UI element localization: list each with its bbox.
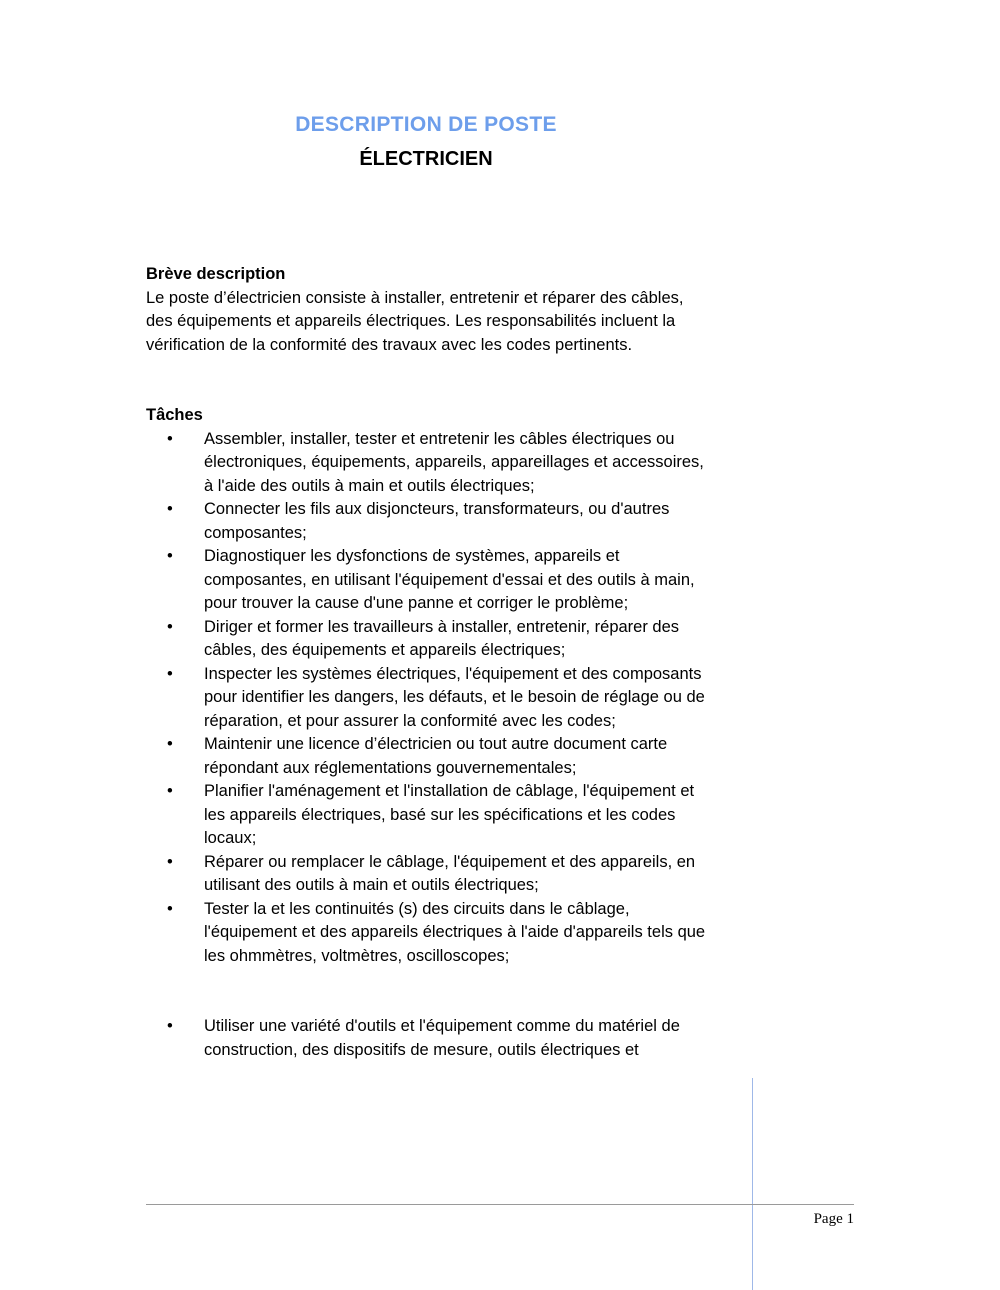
list-item [146, 898, 712, 969]
list-item [146, 498, 712, 545]
bullet-icon: • [167, 1017, 173, 1035]
bullet-icon: • [167, 899, 173, 918]
brief-description-heading: Brève description [146, 265, 286, 283]
list-item-text: Tester la et les continuités (s) des circuits dans le câblage, l'équipement et des appareils électriques à l'aide d'appareils tels que les ohmmètres, voltmètres, oscilloscopes; [204, 899, 706, 965]
bullet-icon: • [167, 782, 173, 800]
list-item [146, 733, 712, 780]
brief-description-text: Le poste d’électricien consiste à installer, entretenir et réparer des câbles, des équipements et appareils électriques. Les responsabilités incluent la vérification de la conformité des travaux avec les codes pertinents. [146, 288, 684, 354]
list-item-text: Diagnostiquer les dysfonctions de systèmes, appareils et composantes, en utilisant l'équipement d'essai et des outils à main, pour trouver la cause d'une panne et corriger le problème; [204, 547, 695, 612]
list-item-text: Utiliser une variété d'outils et l'équipement comme du matériel de construction, des dispositifs de mesure, outils électriques et [204, 1017, 680, 1059]
list-item-text: Assembler, installer, tester et entretenir les câbles électriques ou électroniques, équipements, appareils, appareillages et accessoires, à l'aide des outils à main et outils électriques; [204, 429, 704, 495]
vertical-guide-line [752, 1078, 753, 1290]
list-item-text: Inspecter les systèmes électriques, l'équipement et des composants pour identifier les dangers, les défauts, et le besoin de réglage ou de réparation, et pour assurer la conformité avec les codes; [204, 664, 705, 730]
list-item [146, 616, 712, 663]
page-subtitle: ÉLECTRICIEN [359, 148, 493, 170]
bullet-icon: • [167, 664, 173, 683]
page-number: Page 1 [813, 1211, 854, 1227]
bullet-icon: • [167, 617, 173, 636]
page-title: DESCRIPTION DE POSTE [295, 113, 557, 136]
list-item-text: Réparer ou remplacer le câblage, l'équipement et des appareils, en utilisant des outils à main et outils électriques; [204, 852, 696, 894]
list-item [146, 545, 712, 616]
bullet-icon: • [167, 547, 173, 565]
footer-divider [146, 1204, 854, 1205]
tasks-list-continued [146, 1015, 712, 1062]
list-item-text: Diriger et former les travailleurs à installer, entretenir, réparer des câbles, des équipements et appareils électriques; [204, 617, 680, 659]
section-spacer [146, 357, 712, 404]
bullet-icon: • [167, 852, 173, 871]
list-item [146, 663, 712, 734]
bullet-icon: • [167, 429, 173, 448]
list-item-text: Connecter les fils aux disjoncteurs, transformateurs, ou d'autres composantes; [204, 500, 670, 542]
tasks-list [146, 428, 712, 969]
bullet-icon: • [167, 500, 173, 518]
list-item [146, 780, 712, 851]
list-gap [146, 968, 712, 1015]
bullet-icon: • [167, 735, 173, 753]
list-item [146, 1015, 712, 1062]
document-header [146, 112, 706, 172]
document-body [146, 263, 712, 1062]
list-item-text: Planifier l'aménagement et l'installation de câblage, l'équipement et les appareils électriques, basé sur les spécifications et les codes locaux; [204, 782, 695, 847]
tasks-heading: Tâches [146, 406, 203, 424]
list-item-text: Maintenir une licence d’électricien ou tout autre document carte répondant aux réglementations gouvernementales; [204, 735, 668, 777]
list-item [146, 428, 712, 499]
list-item [146, 851, 712, 898]
